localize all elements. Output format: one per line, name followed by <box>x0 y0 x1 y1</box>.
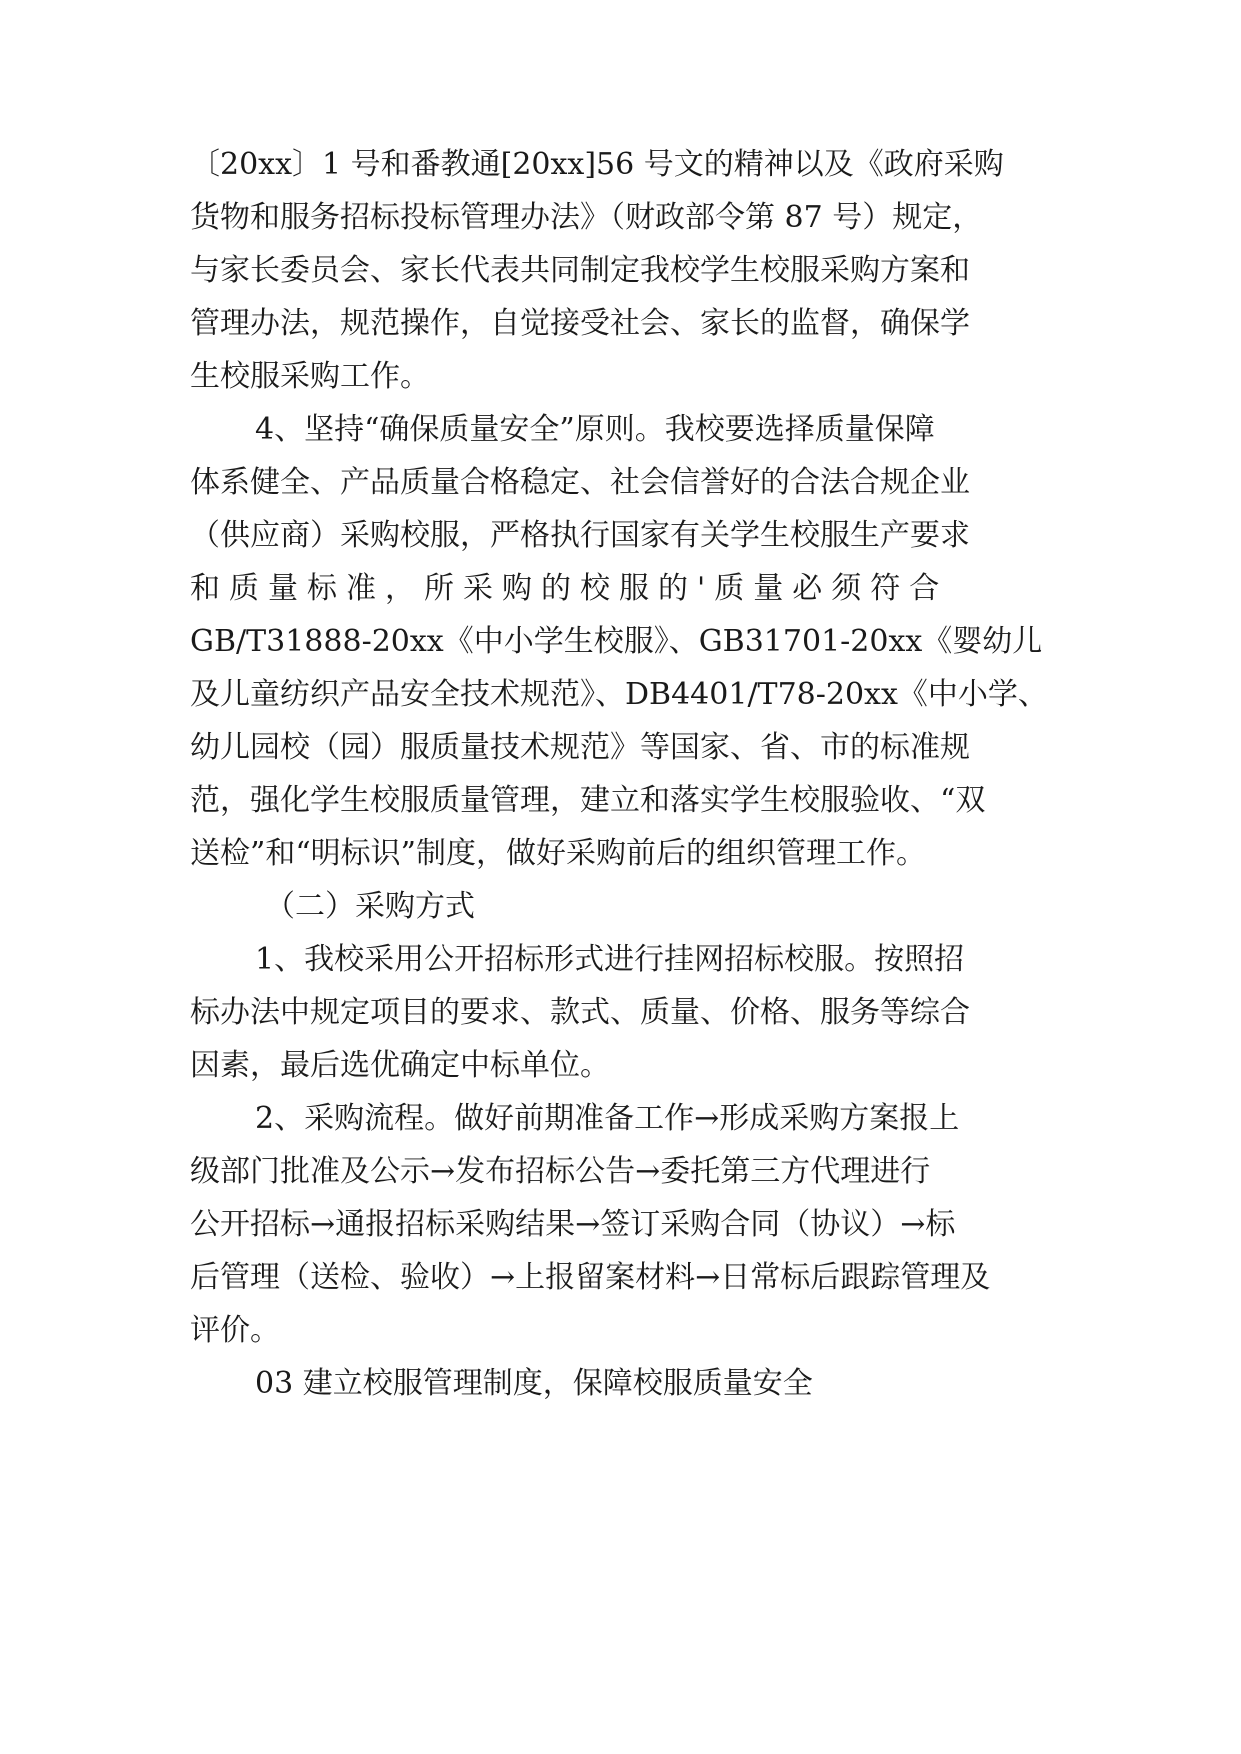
text-line-13: 范，强化学生校服质量管理，建立和落实学生校服验收、“双 <box>190 783 986 818</box>
text-line-10: GB/T31888-20xx《中小学生校服》、GB31701-20xx《婴幼儿 <box>190 624 1043 659</box>
text-line-1: 〔20xx〕1 号和番教通[20xx]56 号文的精神以及《政府采购 <box>190 147 1004 182</box>
section-heading-uniform-management: 03 建立校服管理制度，保障校服质量安全 <box>255 1366 813 1401</box>
text-line-7: 体系健全、产品质量合格稳定、社会信誉好的合法合规企业 <box>190 465 970 500</box>
section-heading-procurement-method: （二）采购方式 <box>265 889 475 924</box>
text-line-5: 生校服采购工作。 <box>190 359 430 394</box>
text-line-16: 1、我校采用公开招标形式进行挂网招标校服。按照招 <box>255 942 965 977</box>
text-line-21: 公开招标→通报招标采购结果→签订采购合同（协议）→标 <box>190 1207 956 1242</box>
text-line-4: 管理办法，规范操作，自觉接受社会、家长的监督，确保学 <box>190 306 970 341</box>
text-line-12: 幼儿园校（园）服质量技术规范》等国家、省、市的标准规 <box>190 730 970 765</box>
text-line-14: 送检”和“明标识”制度，做好采购前后的组织管理工作。 <box>190 836 927 871</box>
text-line-18: 因素，最后选优确定中标单位。 <box>190 1048 610 1083</box>
text-line-20: 级部门批准及公示→发布招标公告→委托第三方代理进行 <box>190 1154 931 1189</box>
text-line-23: 评价。 <box>190 1313 280 1348</box>
text-line-2: 货物和服务招标投标管理办法》（财政部令第 87 号）规定， <box>190 200 983 235</box>
text-line-22: 后管理（送检、验收）→上报留案材料→日常标后跟踪管理及 <box>190 1260 991 1295</box>
text-line-6: 4、坚持“确保质量安全”原则。我校要选择质量保障 <box>255 412 935 447</box>
text-line-17: 标办法中规定项目的要求、款式、质量、价格、服务等综合 <box>190 995 970 1030</box>
text-line-8: （供应商）采购校服，严格执行国家有关学生校服生产要求 <box>190 518 970 553</box>
text-line-3: 与家长委员会、家长代表共同制定我校学生校服采购方案和 <box>190 253 970 288</box>
text-line-19: 2、采购流程。做好前期准备工作→形成采购方案报上 <box>255 1101 960 1136</box>
text-line-11: 及儿童纺织产品安全技术规范》、DB4401/T78-20xx《中小学、 <box>190 677 1048 712</box>
text-line-9: 和质量标准，所采购的校服的'质量必须符合 <box>190 571 949 606</box>
